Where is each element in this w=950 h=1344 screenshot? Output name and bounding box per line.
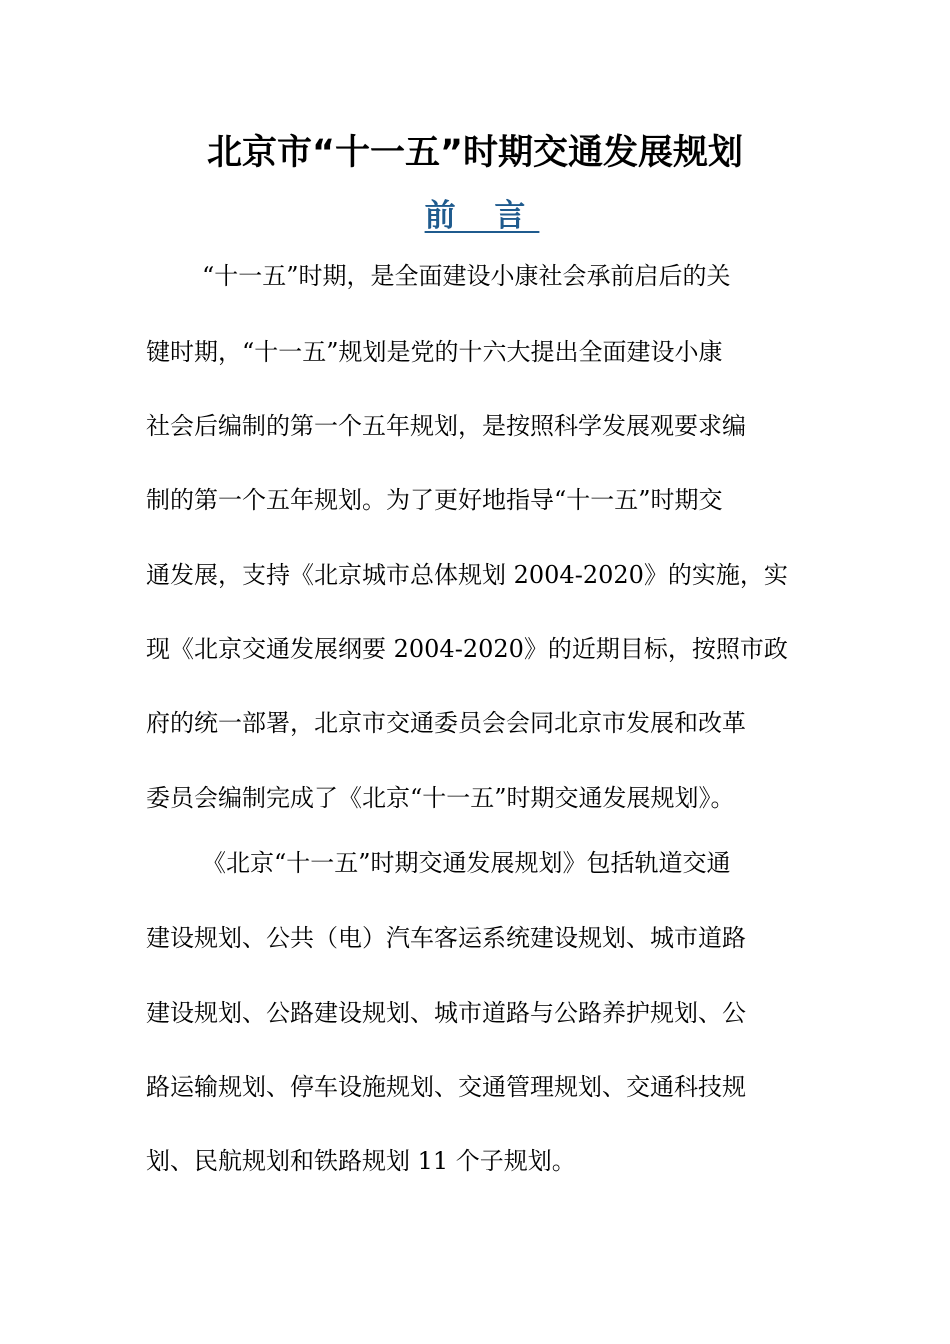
paragraph-line: 社会后编制的第一个五年规划，是按照科学发展观要求编: [146, 412, 746, 440]
paragraph-line: 建设规划、公路建设规划、城市道路与公路养护规划、公: [146, 999, 746, 1027]
paragraph-line: 委员会编制完成了《北京“十一五”时期交通发展规划》。: [146, 784, 735, 812]
paragraph-line: 键时期，“十一五”规划是党的十六大提出全面建设小康: [146, 338, 723, 366]
section-heading: [0, 194, 950, 238]
section-heading-text: 前 言: [424, 198, 540, 234]
paragraph-line: 现《北京交通发展纲要 2004-2020》的近期目标，按照市政: [146, 635, 788, 663]
paragraph-line: 路运输规划、停车设施规划、交通管理规划、交通科技规: [146, 1073, 746, 1101]
paragraph-line: 《北京“十一五”时期交通发展规划》包括轨道交通: [202, 849, 731, 877]
paragraph-line: 通发展，支持《北京城市总体规划 2004-2020》的实施，实: [146, 561, 788, 589]
paragraph-line: 建设规划、公共（电）汽车客运系统建设规划、城市道路: [146, 924, 746, 952]
document-title: 北京市“十一五”时期交通发展规划: [206, 133, 743, 173]
paragraph-line: “十一五”时期，是全面建设小康社会承前启后的关: [202, 262, 731, 290]
paragraph-line: 划、民航规划和铁路规划 11 个子规划。: [146, 1147, 576, 1175]
paragraph-line: 制的第一个五年规划。为了更好地指导“十一五”时期交: [146, 486, 723, 514]
paragraph-line: 府的统一部署，北京市交通委员会会同北京市发展和改革: [146, 709, 746, 737]
